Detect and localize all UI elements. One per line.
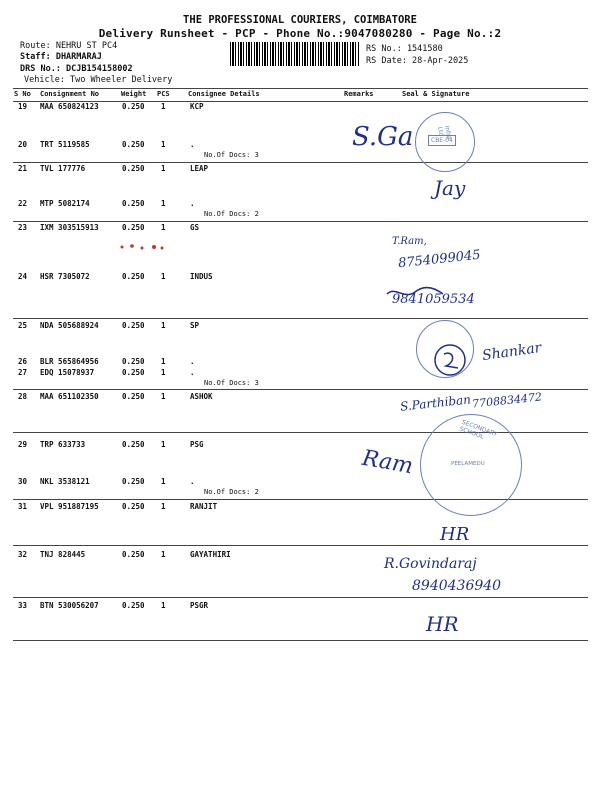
row-30-sno: 30 [18,477,28,486]
row-32-weight: 0.250 [122,550,145,559]
table-bottom-border [13,640,588,641]
header-underline [13,101,588,102]
row-22-docs: No.Of Docs: 2 [204,210,259,218]
row-27-docs: No.Of Docs: 3 [204,379,259,387]
row-33-sno: 33 [18,601,28,610]
signature-scribble: Jay [434,176,466,200]
row-27-consignment: EDQ 15078937 [40,368,95,377]
col-remarks: Remarks [344,90,374,98]
row-24-consignment: HSR 7305072 [40,272,90,281]
row-32-pcs: 1 [161,550,166,559]
route: Route: NEHRU ST PC4 [20,41,118,51]
rs-date: RS Date: 28-Apr-2025 [366,56,469,66]
row-32-sno: 32 [18,550,28,559]
row-23-pcs: 1 [161,223,166,232]
handwritten-name: S.Parthiban [399,392,472,414]
row-19-weight: 0.250 [122,102,145,111]
handwritten-name: R.Govindaraj [384,556,477,572]
row-19-sno: 19 [18,102,28,111]
handwritten-phone: 8754099045 [397,247,482,272]
row-29-pcs: 1 [161,440,166,449]
handwritten-phone: 9841059534 [392,292,475,307]
row-29-consignment: TRP 633733 [40,440,86,449]
signature-scribble [385,286,445,300]
row-21-consignment: TVL 177776 [40,164,86,173]
handwritten-phone: 7708834472 [471,390,543,411]
row-28-sno: 28 [18,392,28,401]
runsheet-title: Delivery Runsheet - PCP - Phone No.:9047080280 - Page No.:2 [98,27,502,40]
row-20-consignment: TRT 5119585 [40,140,90,149]
row-22-pcs: 1 [161,199,166,208]
row-25-consignment: NDA 505688924 [40,321,99,330]
col-consignee: Consignee Details [188,90,260,98]
row-20-docs: No.Of Docs: 3 [204,151,259,159]
row-22-consignee: . [190,199,195,208]
row-26-pcs: 1 [161,357,166,366]
signature-scribble [430,340,470,380]
row-33-weight: 0.250 [122,601,145,610]
row-33-consignee: PSGR [190,601,209,610]
barcode [230,42,360,66]
row-32-consignment: TNJ 828445 [40,550,86,559]
row-19-pcs: 1 [161,102,166,111]
group-divider [13,318,588,319]
row-31-pcs: 1 [161,502,166,511]
row-22-weight: 0.250 [122,199,145,208]
group-divider [13,545,588,546]
row-20-pcs: 1 [161,140,166,149]
row-25-consignee: SP [190,321,200,330]
row-20-consignee: . [190,140,195,149]
row-26-weight: 0.250 [122,357,145,366]
signature-scribble: HR [426,612,459,636]
row-25-sno: 25 [18,321,28,330]
row-20-weight: 0.250 [122,140,145,149]
row-26-sno: 26 [18,357,28,366]
group-divider [13,389,588,390]
handwritten-name: T.Ram, [392,236,427,247]
col-pcs: PCS [157,90,170,98]
company-stamp: Infra Ltd CBE-04 [415,112,475,172]
row-22-consignment: MTP 5082174 [40,199,90,208]
row-19-consignee: KCP [190,102,204,111]
col-sno: S No [14,90,31,98]
row-21-pcs: 1 [161,164,166,173]
row-27-sno: 27 [18,368,28,377]
row-26-consignee: . [190,357,195,366]
row-28-pcs: 1 [161,392,166,401]
row-21-weight: 0.250 [122,164,145,173]
row-29-sno: 29 [18,440,28,449]
row-33-pcs: 1 [161,601,166,610]
row-30-weight: 0.250 [122,477,145,486]
group-divider [13,221,588,222]
row-24-pcs: 1 [161,272,166,281]
signature-scribble: Ram [360,445,415,480]
row-30-pcs: 1 [161,477,166,486]
row-28-weight: 0.250 [122,392,145,401]
ink-stain [118,243,168,251]
row-29-consignee: PSG [190,440,204,449]
row-23-sno: 23 [18,223,28,232]
signature-scribble: HR [440,524,470,545]
row-30-consignment: NKL 3538121 [40,477,90,486]
row-24-sno: 24 [18,272,28,281]
group-divider [13,162,588,163]
signature-scribble: Shankar [481,339,543,365]
row-31-consignee: RANJIT [190,502,218,511]
row-26-consignment: BLR 565864956 [40,357,99,366]
row-20-sno: 20 [18,140,28,149]
row-27-pcs: 1 [161,368,166,377]
col-seal: Seal & Signature [402,90,470,98]
company-name: THE PROFESSIONAL COURIERS, COIMBATORE [183,14,417,26]
rs-number: RS No.: 1541580 [366,44,443,54]
row-25-pcs: 1 [161,321,166,330]
school-stamp: SECONDARY SCHOOL PEELAMEDU [420,414,522,516]
row-31-sno: 31 [18,502,28,511]
row-32-consignee: GAYATHIRI [190,550,231,559]
row-28-consignee: ASHOK [190,392,213,401]
row-21-sno: 21 [18,164,28,173]
row-24-weight: 0.250 [122,272,145,281]
table-top-border [13,88,588,89]
row-30-consignee: . [190,477,195,486]
col-consignment: Consignment No [40,90,100,98]
row-31-weight: 0.250 [122,502,145,511]
row-29-weight: 0.250 [122,440,145,449]
row-24-consignee: INDUS [190,272,213,281]
row-23-weight: 0.250 [122,223,145,232]
row-28-consignment: MAA 651102350 [40,392,99,401]
row-31-consignment: VPL 951887195 [40,502,99,511]
col-weight: Weight [121,90,147,98]
signature-scribble: S.Ga [352,122,414,152]
row-33-consignment: BTN 530056207 [40,601,99,610]
row-25-weight: 0.250 [122,321,145,330]
group-divider [13,597,588,598]
row-23-consignment: IXM 303515913 [40,223,99,232]
vehicle: Vehicle: Two Wheeler Delivery [24,75,173,85]
row-27-consignee: . [190,368,195,377]
row-23-consignee: GS [190,223,200,232]
row-30-docs: No.Of Docs: 2 [204,488,259,496]
row-22-sno: 22 [18,199,28,208]
row-21-consignee: LEAP [190,164,209,173]
staff: Staff: DHARMARAJ [20,52,102,62]
handwritten-phone: 8940436940 [412,578,502,594]
row-27-weight: 0.250 [122,368,145,377]
row-19-consignment: MAA 650824123 [40,102,99,111]
drs-number: DRS No.: DCJB154158002 [20,64,133,74]
